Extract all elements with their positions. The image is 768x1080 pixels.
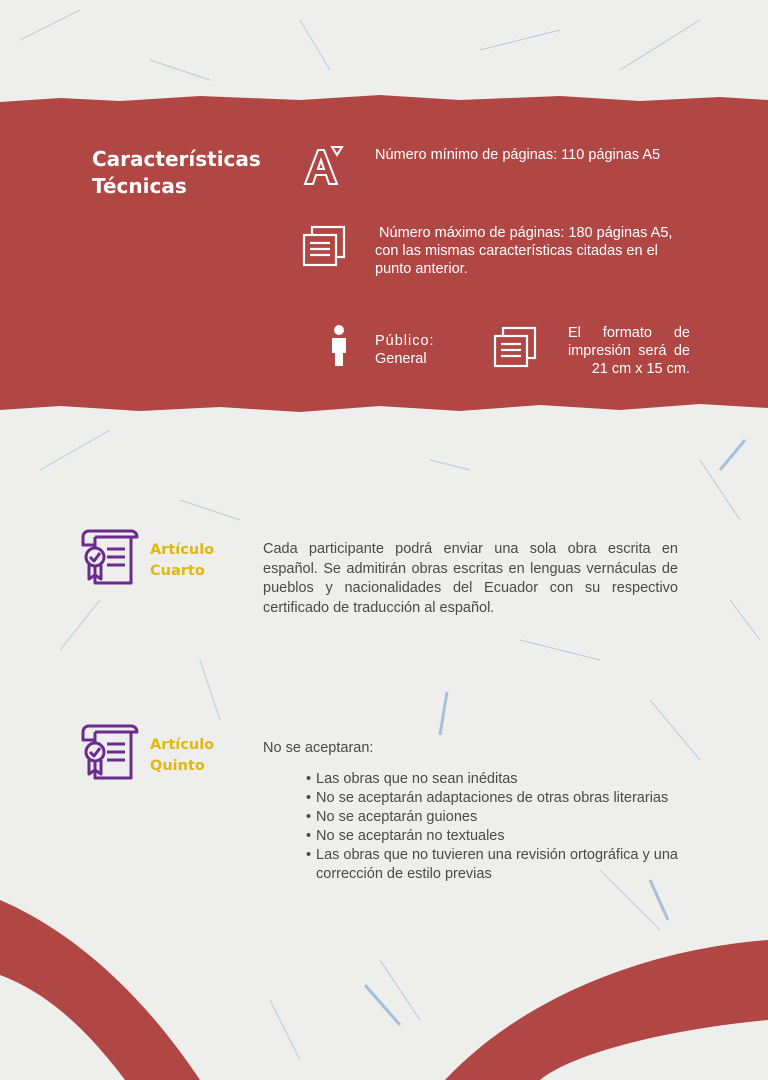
bullet: • [306, 771, 312, 787]
min-pages-text: Número mínimo de páginas: 110 páginas A5 [375, 147, 661, 163]
certificate-scroll-icon [79, 525, 141, 587]
bullet: • [306, 828, 312, 844]
decorative-swoosh [0, 880, 768, 1080]
bullet: • [306, 809, 312, 825]
certificate-scroll-icon [79, 720, 141, 782]
document-icon [302, 225, 346, 267]
list-item: • No se aceptarán adaptaciones de otras obras literarias [306, 790, 669, 806]
list-item: • Las obras que no sean inéditas [306, 771, 518, 787]
max-pages-text: Número máximo de páginas: 180 páginas A5, con las mismas características citadas en el punto anterior. [375, 225, 677, 277]
specs-title: Características Técnicas [92, 147, 261, 198]
article-5-intro: No se aceptaran: [263, 740, 374, 756]
document-icon [493, 326, 537, 368]
article-5-title: Artículo Quinto [150, 737, 215, 774]
audience-value: General [375, 351, 427, 367]
list-item: • No se aceptarán guiones [306, 809, 478, 825]
person-icon [330, 325, 348, 367]
audience-label: Público: [375, 333, 435, 349]
bullet: • [306, 790, 312, 806]
article-4-text: Cada participante podrá enviar una sola obra escrita en español. Se admitirán obras escritas en lenguas vernáculas de pueblos y nacionalidades del Ecuador con su respectivo certificado de traducción al español. [263, 541, 678, 616]
exclusion-list [306, 770, 678, 884]
bullet: • [306, 847, 312, 863]
article-4-title: Artículo Cuarto [150, 542, 215, 579]
font-size-icon [302, 145, 344, 187]
list-item: • Las obras que no tuvieren una revisión ortográfica y una corrección de estilo previas [306, 847, 678, 882]
print-format-text: El formato de impresión será de 21 cm x 15 cm. [568, 325, 690, 377]
list-item: • No se aceptarán no textuales [306, 828, 505, 844]
